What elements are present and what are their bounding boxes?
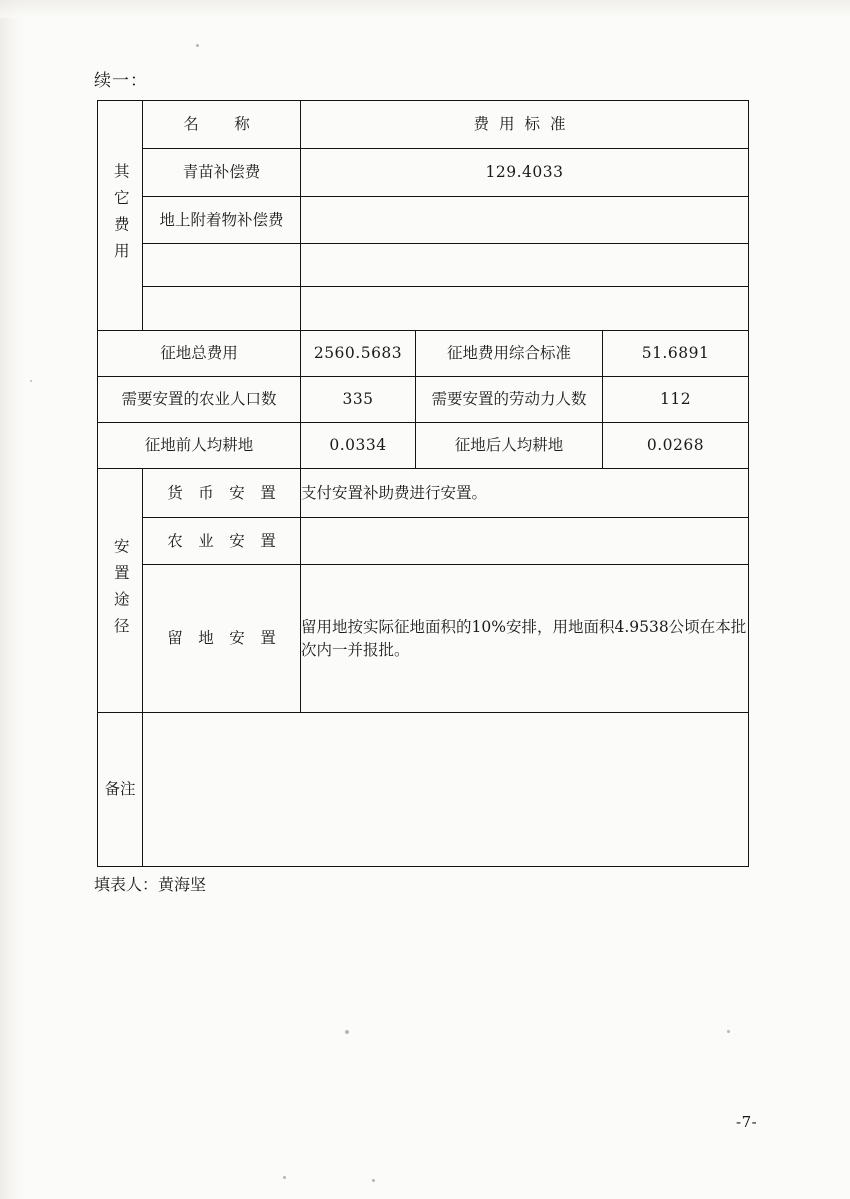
- summary-label-right-2: 征地后人均耕地: [416, 423, 603, 469]
- summary-value-left-1[interactable]: 335: [301, 377, 416, 423]
- table-row: [98, 101, 749, 149]
- summary-label-left-0: 征地总费用: [98, 331, 301, 377]
- other-fees-vertical-label: [98, 101, 143, 331]
- table-row: [98, 713, 749, 867]
- scan-edge-left: [0, 0, 26, 1199]
- resettlement-vertical-label-text: 安置途径: [111, 537, 130, 644]
- resettlement-label-2: 留 地 安 置: [143, 565, 301, 713]
- summary-label-left-2: 征地前人均耕地: [98, 423, 301, 469]
- summary-label-right-0: 征地费用综合标准: [416, 331, 603, 377]
- fee-row-value-1[interactable]: [301, 197, 749, 244]
- scan-speck: [30, 380, 32, 382]
- summary-value-right-0[interactable]: 51.6891: [603, 331, 749, 377]
- summary-label-right-1: 需要安置的劳动力人数: [416, 377, 603, 423]
- other-fees-standard-header: 费用标准: [301, 101, 749, 149]
- scan-speck: [283, 1176, 286, 1179]
- scan-edge-top: [0, 0, 850, 18]
- table-row: [98, 377, 749, 423]
- fee-row-name-1: 地上附着物补偿费: [143, 197, 301, 244]
- resettlement-label-1: 农 业 安 置: [143, 518, 301, 565]
- resettlement-label-0: 货 币 安 置: [143, 469, 301, 518]
- form-filler-name: 填表人：黄海坚: [94, 875, 207, 894]
- fee-row-name-0: 青苗补偿费: [143, 149, 301, 197]
- table-row: [98, 244, 749, 287]
- resettlement-content-1[interactable]: [301, 518, 749, 565]
- other-fees-vertical-label-text: 其它费用: [111, 162, 130, 269]
- resettlement-content-2[interactable]: 留用地按实际征地面积的10%安排，用地面积4.9538公顷在本批次内一并报批。: [301, 565, 749, 713]
- summary-value-right-1[interactable]: 112: [603, 377, 749, 423]
- page-number: -7-: [736, 1113, 758, 1131]
- other-fees-name-header: 名 称: [143, 101, 301, 149]
- fee-row-value-2[interactable]: [301, 244, 749, 287]
- table-row: [98, 287, 749, 331]
- table-row: [98, 149, 749, 197]
- summary-value-left-0[interactable]: 2560.5683: [301, 331, 416, 377]
- remarks-label: 备注: [98, 713, 143, 867]
- scan-speck: [196, 44, 199, 47]
- table-row: [98, 331, 749, 377]
- scan-speck: [345, 1030, 349, 1034]
- table-row: [98, 469, 749, 518]
- table-row: [98, 518, 749, 565]
- fee-row-name-3[interactable]: [143, 287, 301, 331]
- fee-row-value-0[interactable]: 129.4033: [301, 149, 749, 197]
- summary-value-right-2[interactable]: 0.0268: [603, 423, 749, 469]
- remarks-content[interactable]: [143, 713, 749, 867]
- continuation-label: 续一：: [94, 71, 148, 91]
- fee-row-name-2[interactable]: [143, 244, 301, 287]
- summary-label-left-1: 需要安置的农业人口数: [98, 377, 301, 423]
- land-requisition-table: [97, 100, 749, 867]
- table-row: [98, 565, 749, 713]
- fee-row-value-3[interactable]: [301, 287, 749, 331]
- scan-speck: [372, 1179, 375, 1182]
- resettlement-vertical-label: [98, 469, 143, 713]
- table-row: [98, 423, 749, 469]
- resettlement-content-0[interactable]: 支付安置补助费进行安置。: [301, 469, 749, 518]
- scan-speck: [727, 1030, 730, 1033]
- table-row: [98, 197, 749, 244]
- summary-value-left-2[interactable]: 0.0334: [301, 423, 416, 469]
